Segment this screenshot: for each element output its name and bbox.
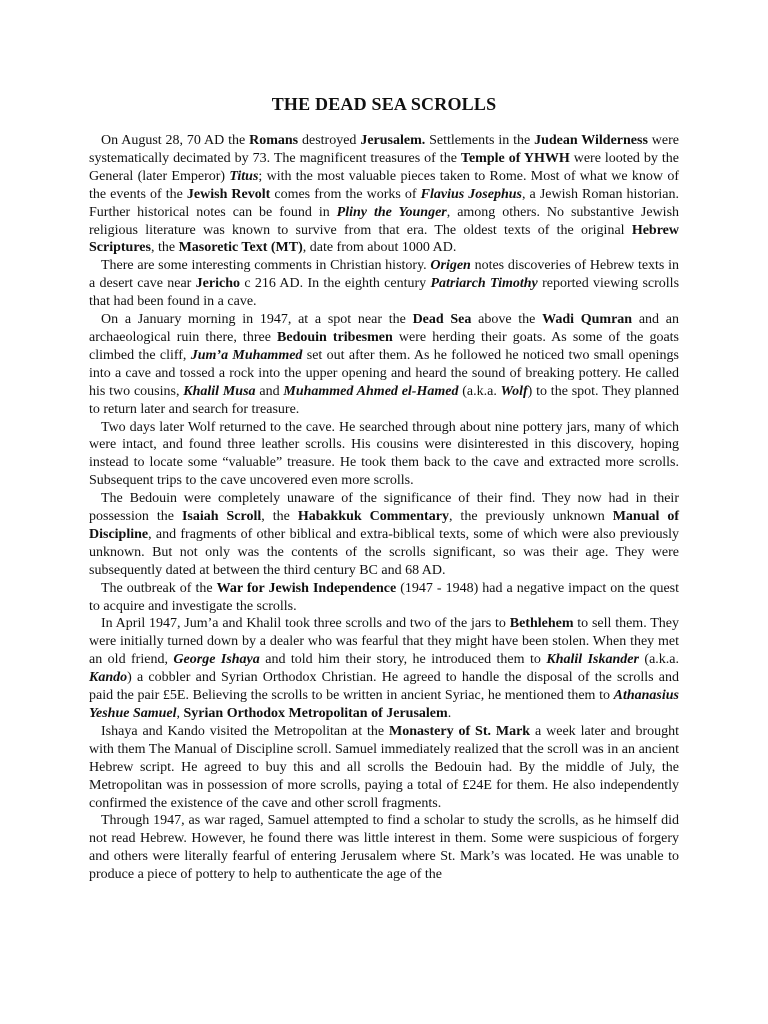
emphasized-term: Habakkuk Commentary bbox=[297, 509, 449, 525]
paragraph bbox=[89, 723, 679, 813]
text-run: , date from about 1000 AD. bbox=[302, 240, 457, 256]
text-run: and told him their story, he introduced them to bbox=[259, 652, 547, 668]
emphasized-term: Origen bbox=[430, 258, 471, 274]
paragraph bbox=[89, 580, 679, 616]
text-run: were herding their goats. As some of the goats climbed the cliff, bbox=[89, 329, 679, 363]
text-run: reported viewing scrolls that had been found in a cave. bbox=[89, 276, 680, 310]
text-run: Two days later Wolf returned to the cave. He searched through about nine pottery jars, many of which were intact, and found three leather scrolls. His cousins were disinterested in this discovery, hoping instead to locate some “valuable” treasure. He took them back to the cave and extracted more scrolls. Subsequent trips to the cave uncovered even more scrolls. bbox=[89, 419, 679, 489]
emphasized-term: Romans bbox=[249, 133, 299, 148]
emphasized-term: Flavius Josephus bbox=[420, 186, 522, 202]
emphasized-term: Bedouin tribesmen bbox=[277, 329, 393, 345]
text-run: In April 1947, Jum’a and Khalil took three scrolls and two of the jars to bbox=[101, 616, 510, 632]
emphasized-term: Hebrew Scriptures bbox=[89, 222, 679, 256]
emphasized-term: Wolf bbox=[500, 383, 528, 399]
text-run: ) to the spot. They planned to return later and search for treasure. bbox=[89, 383, 679, 417]
paragraph bbox=[89, 311, 679, 418]
text-run: ) a cobbler and Syrian Orthodox Christian. He agreed to handle the disposal of the scrolls and paid the pair £5E. Believing the scrolls to be written in ancient Syriac, he mentioned them to bbox=[89, 670, 679, 704]
text-run: were looted by the General (later Emperor) bbox=[89, 150, 679, 184]
emphasized-term: George Ishaya bbox=[173, 652, 260, 668]
emphasized-term: Athanasius Yeshue Samuel bbox=[89, 688, 679, 721]
text-run: set out after them. As he followed he noticed two small openings into a cave and tossed a rock into the upper opening and heard the sound of breaking pottery. He called his two cousins, bbox=[89, 347, 679, 399]
emphasized-term: Khalil Iskander bbox=[546, 652, 639, 668]
text-run: , bbox=[176, 706, 184, 721]
text-run: Ishaya and Kando visited the Metropolitan at the bbox=[101, 723, 390, 739]
text-run: The Bedouin were completely unaware of the significance of their find. They now had in their possession the bbox=[89, 491, 679, 525]
emphasized-term: Monastery of St. Mark bbox=[389, 723, 531, 739]
paragraph bbox=[89, 615, 679, 722]
text-run: comes from the works of bbox=[270, 186, 421, 202]
paragraph bbox=[89, 419, 679, 491]
text-run: (1947 - 1948) had a negative impact on the quest to acquire and investigate the scrolls. bbox=[89, 580, 680, 614]
emphasized-term: Syrian Orthodox Metropolitan of Jerusalem bbox=[183, 706, 448, 721]
text-run: destroyed bbox=[298, 133, 361, 148]
emphasized-term: Jericho bbox=[195, 276, 240, 292]
text-run: , and fragments of other biblical and extra-biblical texts, some of which were also previously unknown. But not only was the contents of the scrolls significant, so was their age. They were subsequently dated at between the third century BC and 68 AD. bbox=[89, 526, 679, 578]
emphasized-term: Manual of Discipline bbox=[89, 509, 680, 542]
emphasized-term: Jewish Revolt bbox=[186, 186, 271, 202]
text-run: were systematically decimated by 73. The magnificent treasures of the bbox=[89, 133, 679, 166]
text-run: The outbreak of the bbox=[101, 580, 217, 596]
text-run: On a January morning in 1947, at a spot near the bbox=[101, 312, 413, 328]
text-run: On August 28, 70 AD the bbox=[101, 133, 250, 148]
emphasized-term: Jerusalem. bbox=[360, 133, 426, 148]
emphasized-term: Kando bbox=[89, 670, 128, 686]
emphasized-term: Wadi Qumran bbox=[542, 312, 633, 328]
text-run: a week later and brought with them The Manual of Discipline scroll. Samuel immediately realized that the scroll was in an ancient Hebrew script. He agreed to buy this and all scrolls the Bedouin had. By the middle of July, the Metropolitan was in possession of more scrolls, paying a total of £24E for them. He also independently confirmed the existence of the cave and other scroll fragments. bbox=[89, 723, 679, 811]
emphasized-term: Khalil Musa bbox=[183, 383, 256, 399]
paragraph bbox=[89, 257, 679, 311]
emphasized-term: Dead Sea bbox=[412, 312, 472, 328]
text-run: (a.k.a. bbox=[458, 383, 501, 399]
text-run: . bbox=[447, 706, 452, 721]
document-body bbox=[89, 132, 679, 884]
emphasized-term: Masoretic Text (MT) bbox=[178, 240, 303, 256]
text-run: ; with the most valuable pieces taken to Rome. Most of what we know of the events of the bbox=[89, 168, 679, 202]
paragraph bbox=[89, 490, 679, 580]
emphasized-term: Temple of YHWH bbox=[460, 150, 570, 166]
page-title: THE DEAD SEA SCROLLS bbox=[271, 94, 497, 114]
emphasized-term: Muhammed Ahmed el-Hamed bbox=[283, 383, 459, 399]
text-run: , the previously unknown bbox=[448, 509, 613, 525]
text-run: to sell them. They were initially turned down by a dealer who was fearful that they might have been stolen. When they met an old friend, bbox=[89, 616, 679, 668]
emphasized-term: Bethlehem bbox=[509, 616, 574, 632]
emphasized-term: Patriarch Timothy bbox=[430, 276, 538, 292]
text-run: , a Jewish Roman historian. Further historical notes can be found in bbox=[89, 186, 680, 220]
text-run: , the bbox=[261, 509, 298, 525]
emphasized-term: Jum’a Muhammed bbox=[190, 347, 303, 363]
text-run: notes discoveries of Hebrew texts in a desert cave near bbox=[89, 258, 679, 292]
text-run: , among others. No substantive Jewish religious literature was known to survive from that era. The oldest texts of the original bbox=[89, 204, 680, 238]
text-run: There are some interesting comments in Christian history. bbox=[101, 258, 431, 274]
emphasized-term: War for Jewish Independence bbox=[216, 580, 397, 596]
text-run: c 216 AD. In the eighth century bbox=[240, 276, 431, 292]
paragraph bbox=[89, 132, 679, 257]
emphasized-term: Isaiah Scroll bbox=[181, 509, 262, 525]
text-run: and bbox=[255, 383, 284, 399]
emphasized-term: Pliny the Younger bbox=[336, 204, 447, 220]
text-run: and an archaeological ruin there, three bbox=[89, 312, 679, 345]
text-run: , the bbox=[150, 240, 179, 256]
emphasized-term: Judean Wilderness bbox=[534, 133, 648, 148]
text-run: Settlements in the bbox=[425, 133, 535, 148]
text-run: Through 1947, as war raged, Samuel attempted to find a scholar to study the scrolls, as he himself did not read Hebrew. However, he found there was little interest in them. Some were suspicious of forgery and others were literally fearful of entering Jerusalem where St. Mark’s was located. He was unable to produce a piece of pottery to help to authenticate the age of the bbox=[89, 813, 679, 883]
text-run: above the bbox=[471, 312, 543, 328]
paragraph bbox=[89, 812, 679, 884]
text-run: (a.k.a. bbox=[638, 652, 680, 668]
emphasized-term: Titus bbox=[229, 168, 259, 184]
